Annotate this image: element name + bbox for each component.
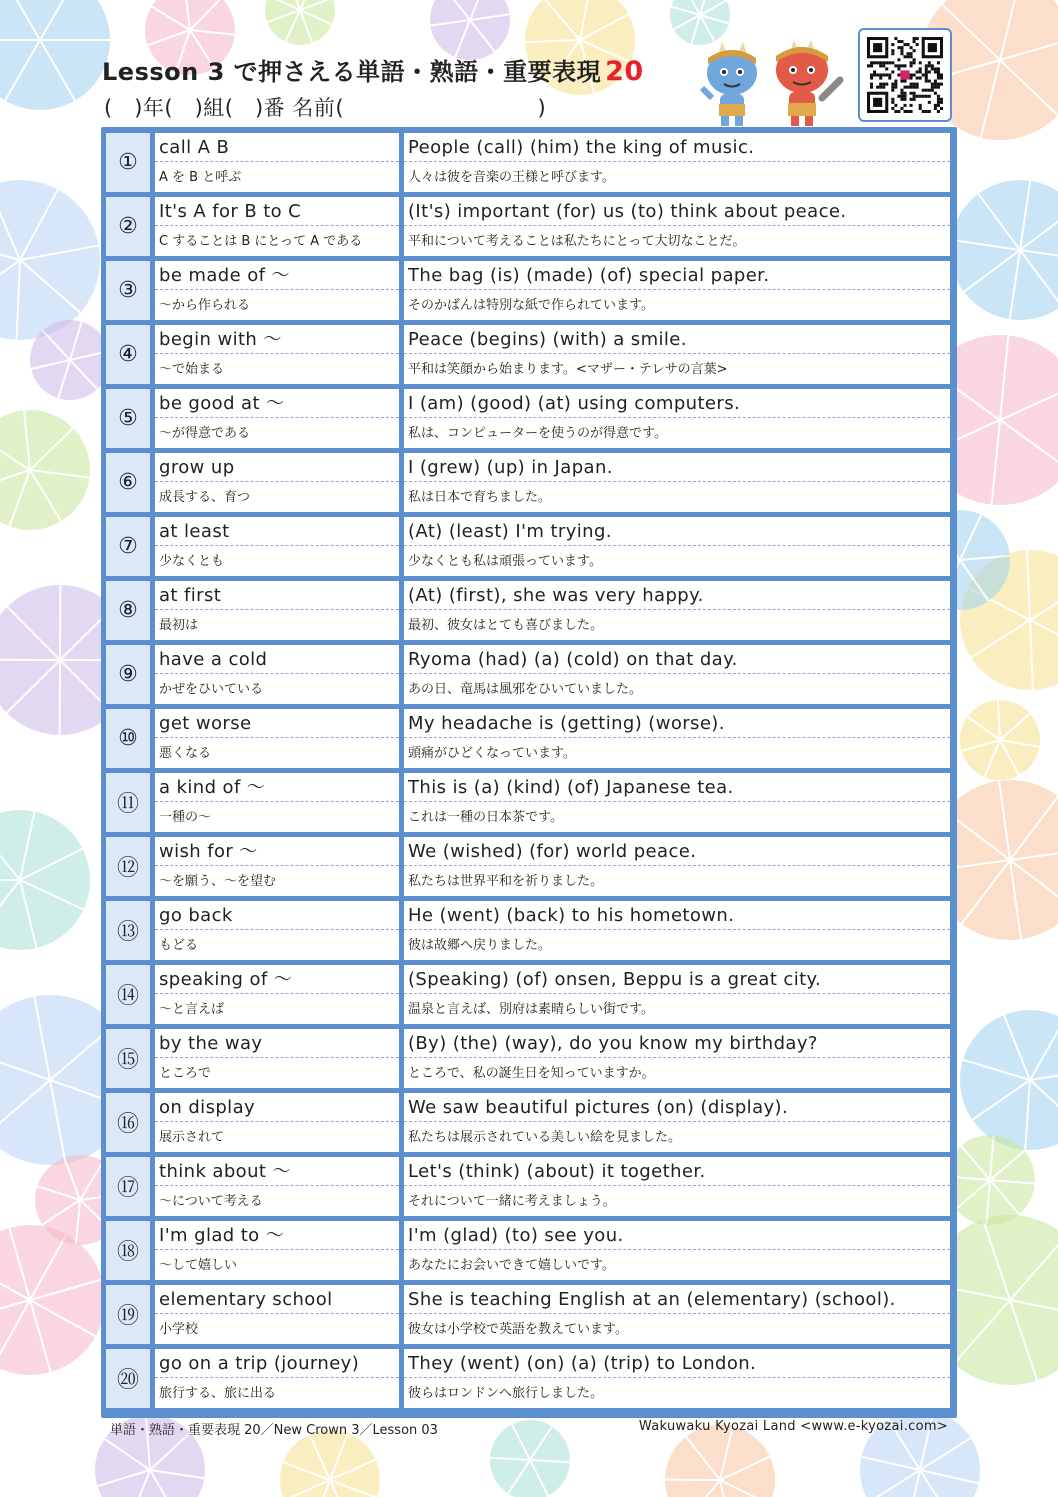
example-cell <box>404 645 950 704</box>
example-cell <box>404 965 950 1024</box>
table-row <box>106 645 951 704</box>
row-number: ④ <box>106 325 150 384</box>
example-cell <box>404 389 950 448</box>
footer-source: 単語・熟語・重要表現 20／New Crown 3／Lesson 03 <box>110 1423 438 1438</box>
example-sentence: We saw beautiful pictures (on) (display). <box>404 1093 950 1122</box>
example-translation: 私は日本で育ちました。 <box>404 482 950 512</box>
table-row <box>106 709 951 768</box>
phrase-meaning: かぜをひいている <box>155 674 399 704</box>
phrase-text: go on a trip (journey) <box>155 1349 399 1378</box>
phrase-text: a kind of ～ <box>155 773 399 802</box>
example-cell <box>404 517 950 576</box>
title-number: 20 <box>605 56 644 87</box>
phrase-text: It's A for B to C <box>155 197 399 226</box>
example-translation: 平和について考えることは私たちにとって大切なことだ。 <box>404 226 950 256</box>
phrase-cell <box>155 1093 399 1152</box>
example-translation: それについて一緒に考えましょう。 <box>404 1186 950 1216</box>
example-translation: 彼は故郷へ戻りました。 <box>404 930 950 960</box>
phrase-meaning: ～を願う、～を望む <box>155 866 399 896</box>
row-number: ⑭ <box>106 965 150 1024</box>
phrase-text: elementary school <box>155 1285 399 1314</box>
example-translation: 彼女は小学校で英語を教えています。 <box>404 1314 950 1344</box>
table-row <box>106 197 951 256</box>
row-number: ⑳ <box>106 1349 150 1408</box>
row-number: ⑱ <box>106 1221 150 1280</box>
example-translation: 少なくとも私は頑張っています。 <box>404 546 950 576</box>
phrase-cell <box>155 837 399 896</box>
example-sentence: (At) (least) I'm trying. <box>404 517 950 546</box>
phrase-cell <box>155 517 399 576</box>
table-row <box>106 581 951 640</box>
example-cell <box>404 1093 950 1152</box>
phrase-cell <box>155 965 399 1024</box>
example-sentence: He (went) (back) to his hometown. <box>404 901 950 930</box>
example-translation: 最初、彼女はとても喜びました。 <box>404 610 950 640</box>
phrase-text: at first <box>155 581 399 610</box>
example-sentence: This is (a) (kind) (of) Japanese tea. <box>404 773 950 802</box>
example-translation: あの日、竜馬は風邪をひいていました。 <box>404 674 950 704</box>
phrase-cell <box>155 1221 399 1280</box>
row-number: ⑨ <box>106 645 150 704</box>
table-row <box>106 773 951 832</box>
row-number: ⑥ <box>106 453 150 512</box>
phrase-cell <box>155 1029 399 1088</box>
table-row <box>106 517 951 576</box>
example-sentence: (It's) important (for) us (to) think about peace. <box>404 197 950 226</box>
phrase-text: think about ～ <box>155 1157 399 1186</box>
phrase-text: get worse <box>155 709 399 738</box>
phrase-text: have a cold <box>155 645 399 674</box>
example-sentence: (Speaking) (of) onsen, Beppu is a great city. <box>404 965 950 994</box>
example-cell <box>404 453 950 512</box>
example-translation: これは一種の日本茶です。 <box>404 802 950 832</box>
example-sentence: Let's (think) (about) it together. <box>404 1157 950 1186</box>
row-number: ⑪ <box>106 773 150 832</box>
phrase-text: at least <box>155 517 399 546</box>
example-cell <box>404 325 950 384</box>
table-row <box>106 1285 951 1344</box>
phrase-meaning: ～について考える <box>155 1186 399 1216</box>
phrase-cell <box>155 645 399 704</box>
example-translation: 私は、コンピューターを使うのが得意です。 <box>404 418 950 448</box>
phrase-cell <box>155 261 399 320</box>
row-number: ⑤ <box>106 389 150 448</box>
student-info-line: ( )年( )組( )番 名前( ) <box>104 96 547 120</box>
example-cell <box>404 901 950 960</box>
example-sentence: The bag (is) (made) (of) special paper. <box>404 261 950 290</box>
phrase-cell <box>155 581 399 640</box>
example-sentence: People (call) (him) the king of music. <box>404 133 950 162</box>
phrase-text: grow up <box>155 453 399 482</box>
example-translation: 私たちは世界平和を祈りました。 <box>404 866 950 896</box>
example-translation: 彼らはロンドンへ旅行しました。 <box>404 1378 950 1408</box>
example-translation: そのかばんは特別な紙で作られています。 <box>404 290 950 320</box>
table-row <box>106 1221 951 1280</box>
table-row <box>106 453 951 512</box>
phrase-meaning: 少なくとも <box>155 546 399 576</box>
example-cell <box>404 773 950 832</box>
example-cell <box>404 581 950 640</box>
phrase-meaning: 旅行する、旅に出る <box>155 1378 399 1408</box>
row-number: ⑩ <box>106 709 150 768</box>
phrase-meaning: C することは B にとって A である <box>155 226 399 256</box>
example-translation: 温泉と言えば、別府は素晴らしい街です。 <box>404 994 950 1024</box>
row-number: ⑫ <box>106 837 150 896</box>
phrase-cell <box>155 453 399 512</box>
vocabulary-table <box>101 127 957 1418</box>
phrase-meaning: ～して嬉しい <box>155 1250 399 1280</box>
example-sentence: (By) (the) (way), do you know my birthday? <box>404 1029 950 1058</box>
example-sentence: She is teaching English at an (elementary) (school). <box>404 1285 950 1314</box>
phrase-meaning: 小学校 <box>155 1314 399 1344</box>
row-number: ⑯ <box>106 1093 150 1152</box>
table-row <box>106 261 951 320</box>
footer-credit[interactable]: Wakuwaku Kyozai Land <www.e-kyozai.com> <box>638 1419 948 1434</box>
example-cell <box>404 837 950 896</box>
phrase-meaning: ～から作られる <box>155 290 399 320</box>
example-sentence: My headache is (getting) (worse). <box>404 709 950 738</box>
phrase-cell <box>155 773 399 832</box>
phrase-cell <box>155 325 399 384</box>
phrase-text: go back <box>155 901 399 930</box>
phrase-cell <box>155 709 399 768</box>
phrase-meaning: ～と言えば <box>155 994 399 1024</box>
table-row <box>106 901 951 960</box>
qr-code-icon <box>867 37 943 113</box>
phrase-cell <box>155 1285 399 1344</box>
phrase-meaning: 最初は <box>155 610 399 640</box>
qr-code[interactable] <box>858 28 952 122</box>
phrase-meaning: 一種の～ <box>155 802 399 832</box>
example-sentence: Peace (begins) (with) a smile. <box>404 325 950 354</box>
example-sentence: I'm (glad) (to) see you. <box>404 1221 950 1250</box>
example-translation: 平和は笑顔から始まります。<マザー・テレサの言葉> <box>404 354 950 384</box>
table-row <box>106 133 951 192</box>
example-cell <box>404 133 950 192</box>
example-cell <box>404 261 950 320</box>
example-sentence: They (went) (on) (a) (trip) to London. <box>404 1349 950 1378</box>
row-number: ① <box>106 133 150 192</box>
phrase-meaning: もどる <box>155 930 399 960</box>
example-cell <box>404 197 950 256</box>
phrase-cell <box>155 1349 399 1408</box>
phrase-text: speaking of ～ <box>155 965 399 994</box>
phrase-text: by the way <box>155 1029 399 1058</box>
example-cell <box>404 709 950 768</box>
table-row <box>106 389 951 448</box>
example-translation: あなたにお会いできて嬉しいです。 <box>404 1250 950 1280</box>
phrase-meaning: A を B と呼ぶ <box>155 162 399 192</box>
table-row <box>106 325 951 384</box>
table-row <box>106 1157 951 1216</box>
example-sentence: Ryoma (had) (a) (cold) on that day. <box>404 645 950 674</box>
example-sentence: We (wished) (for) world peace. <box>404 837 950 866</box>
phrase-text: wish for ～ <box>155 837 399 866</box>
phrase-meaning: ところで <box>155 1058 399 1088</box>
example-sentence: I (am) (good) (at) using computers. <box>404 389 950 418</box>
title-text: Lesson 3 で押さえる単語・熟語・重要表現 <box>102 58 602 86</box>
phrase-meaning: 悪くなる <box>155 738 399 768</box>
row-number: ⑬ <box>106 901 150 960</box>
phrase-meaning: 展示されて <box>155 1122 399 1152</box>
example-translation: 頭痛がひどくなっています。 <box>404 738 950 768</box>
table-row <box>106 1093 951 1152</box>
page-title <box>102 52 644 87</box>
row-number: ⑰ <box>106 1157 150 1216</box>
example-sentence: I (grew) (up) in Japan. <box>404 453 950 482</box>
example-translation: 私たちは展示されている美しい絵を見ました。 <box>404 1122 950 1152</box>
blue-oni-mascot <box>702 42 757 126</box>
phrase-text: on display <box>155 1093 399 1122</box>
phrase-text: be good at ～ <box>155 389 399 418</box>
row-number: ③ <box>106 261 150 320</box>
phrase-text: I'm glad to ～ <box>155 1221 399 1250</box>
row-number: ⑦ <box>106 517 150 576</box>
table-row <box>106 1029 951 1088</box>
phrase-text: call A B <box>155 133 399 162</box>
phrase-meaning: ～が得意である <box>155 418 399 448</box>
table-row <box>106 1349 951 1408</box>
example-translation: 人々は彼を音楽の王様と呼びます。 <box>404 162 950 192</box>
example-cell <box>404 1285 950 1344</box>
phrase-text: begin with ～ <box>155 325 399 354</box>
table-row <box>106 837 951 896</box>
phrase-cell <box>155 197 399 256</box>
example-cell <box>404 1157 950 1216</box>
example-sentence: (At) (first), she was very happy. <box>404 581 950 610</box>
row-number: ⑮ <box>106 1029 150 1088</box>
phrase-cell <box>155 901 399 960</box>
phrase-text: be made of ～ <box>155 261 399 290</box>
phrase-cell <box>155 1157 399 1216</box>
row-number: ⑧ <box>106 581 150 640</box>
example-cell <box>404 1349 950 1408</box>
example-cell <box>404 1029 950 1088</box>
row-number: ⑲ <box>106 1285 150 1344</box>
phrase-cell <box>155 389 399 448</box>
row-number: ② <box>106 197 150 256</box>
oni-mascots-icon <box>690 40 852 128</box>
table-row <box>106 965 951 1024</box>
phrase-cell <box>155 133 399 192</box>
phrase-meaning: 成長する、育つ <box>155 482 399 512</box>
example-translation: ところで、私の誕生日を知っていますか。 <box>404 1058 950 1088</box>
red-oni-mascot <box>776 40 840 126</box>
example-cell <box>404 1221 950 1280</box>
phrase-meaning: ～で始まる <box>155 354 399 384</box>
